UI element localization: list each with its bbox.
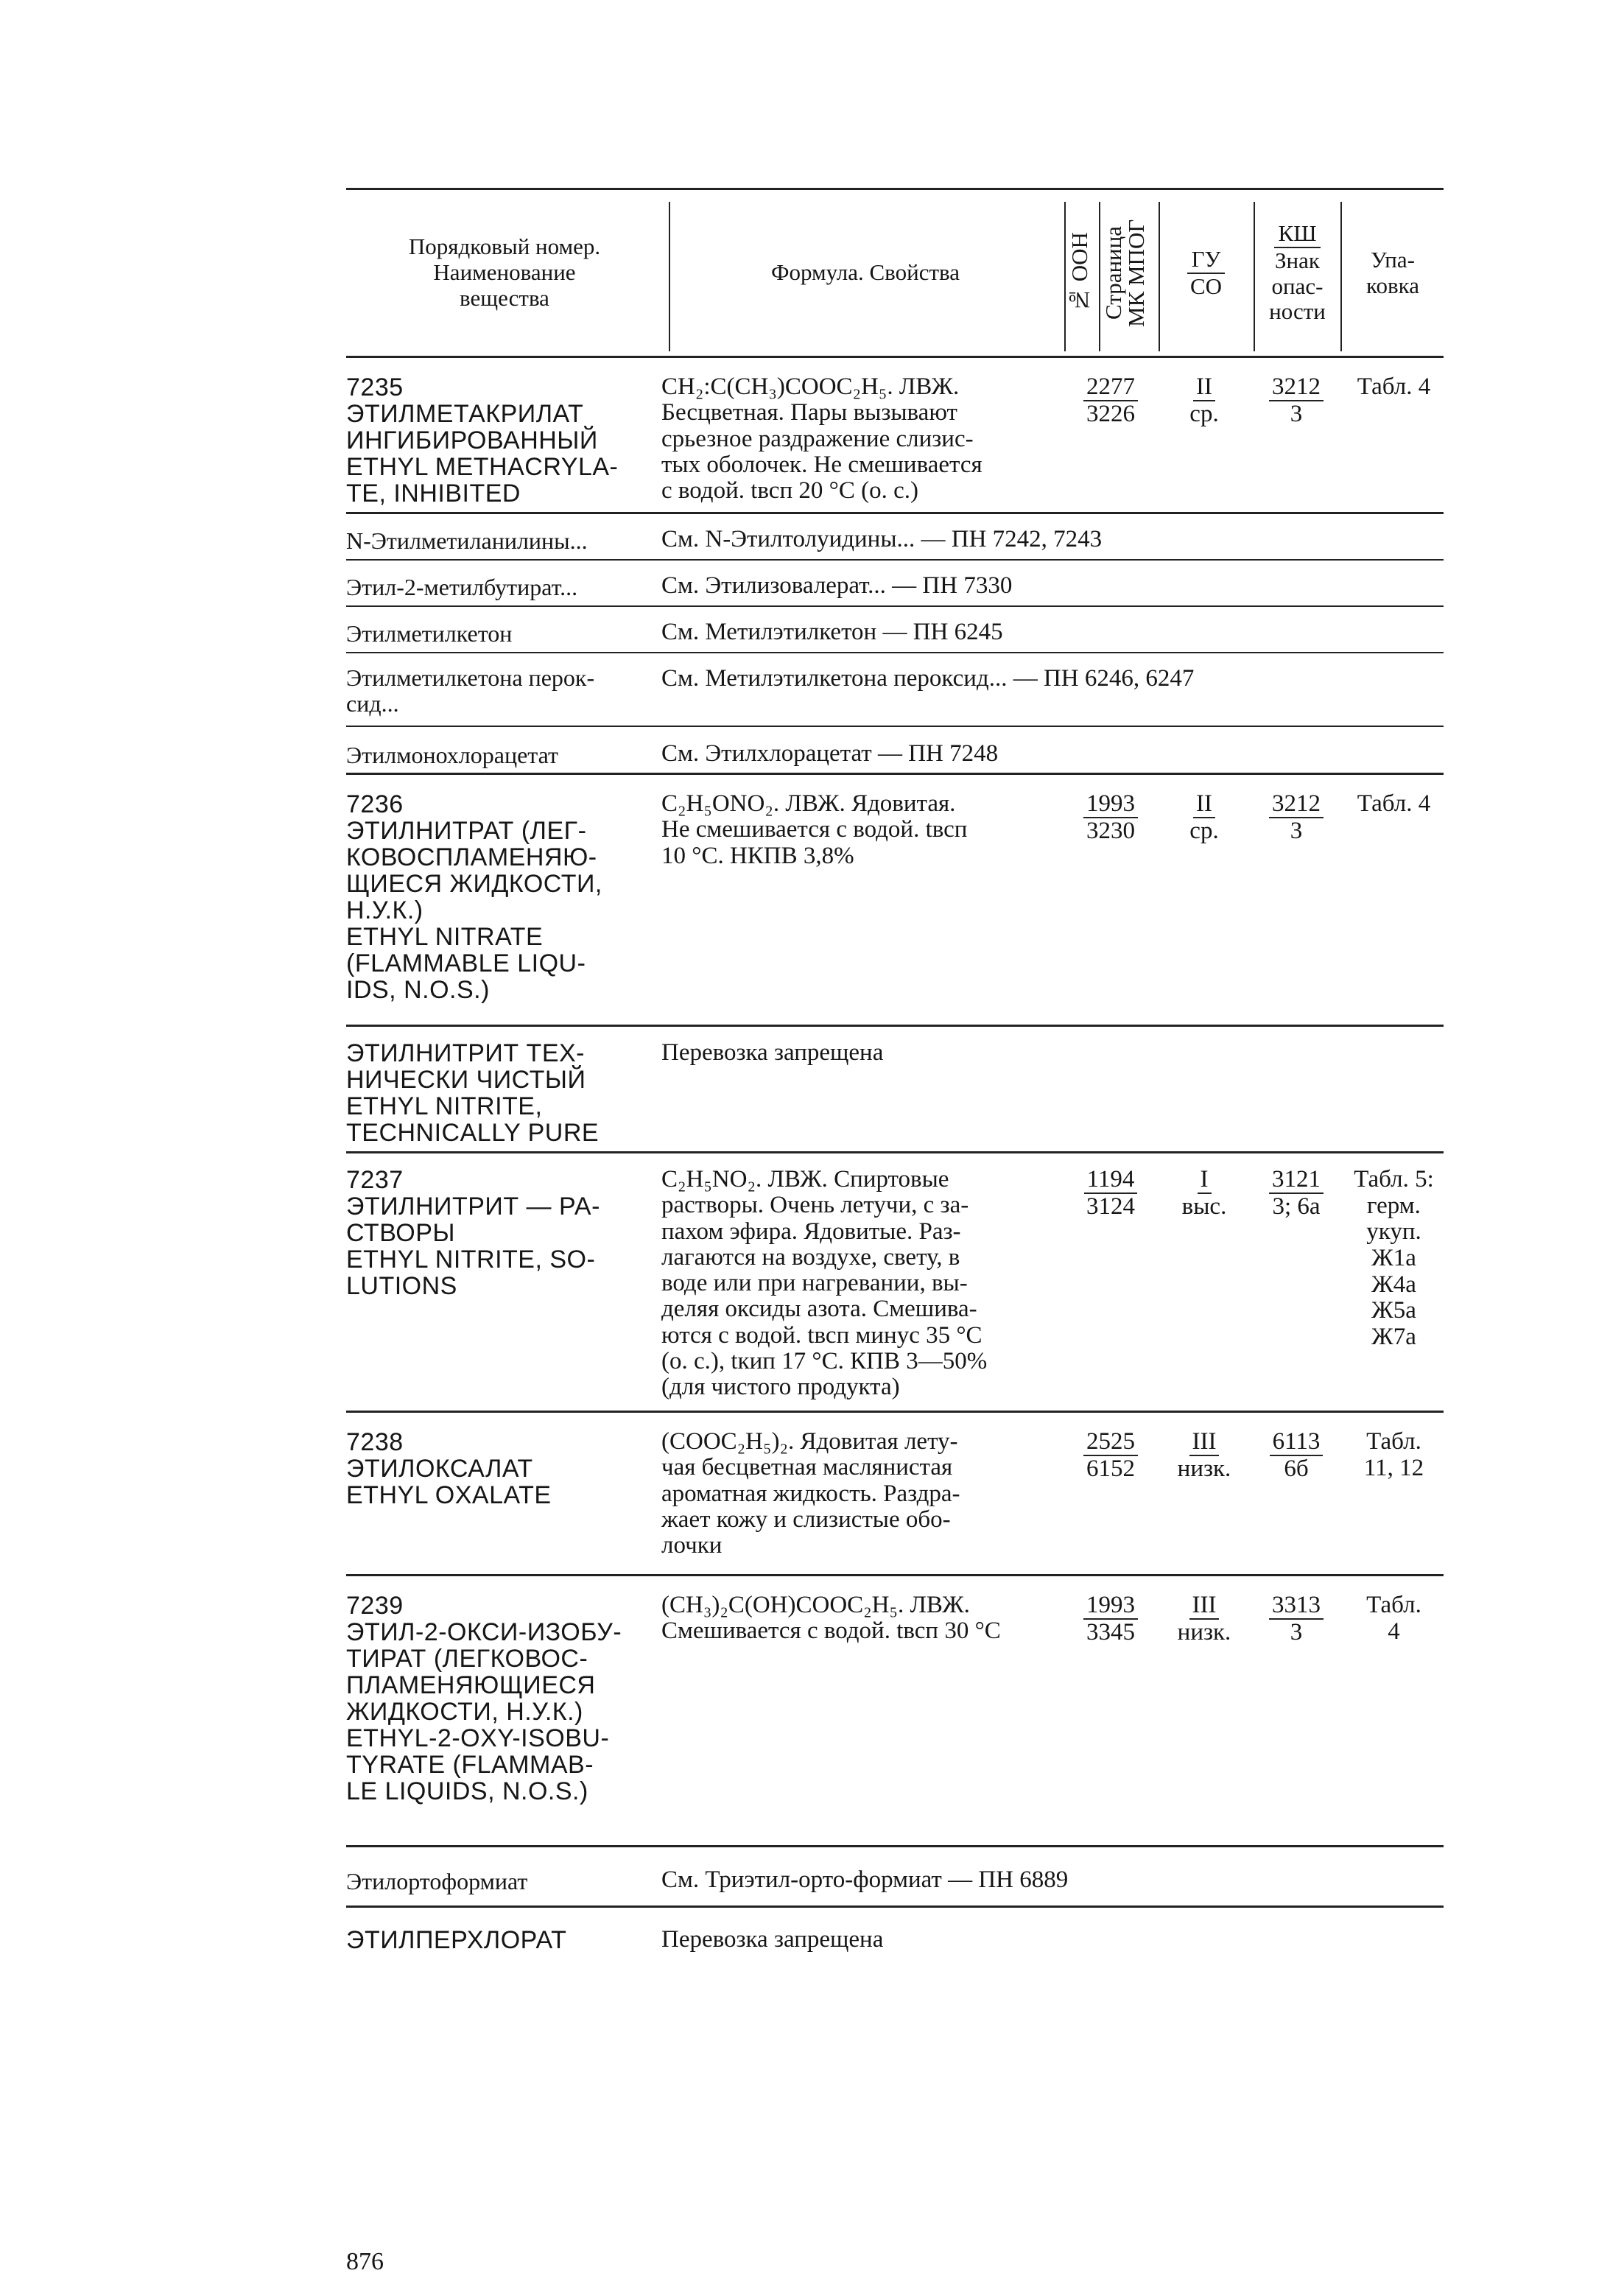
entry-name: 7238 ЭТИЛОКСАЛАТ ETHYL OXALATE xyxy=(346,1428,552,1510)
table-header xyxy=(346,188,1444,358)
ref-row xyxy=(346,653,1444,727)
ksh-sign-fraction: 3212 3 xyxy=(1259,791,1333,843)
ref-text: См. Триэтил-орто-формиат — ПН 6889 xyxy=(661,1866,1069,1893)
ksh-sign-fraction: 3313 3 xyxy=(1259,1592,1333,1645)
ref-text: См. Метилэтилкетона пероксид... — ПН 6246, 6247 xyxy=(661,665,1195,692)
ref-text: См. Этилизовалерат... — ПН 7330 xyxy=(661,572,1013,599)
entry-7236 xyxy=(346,775,1444,1027)
entry-name: ЭТИЛПЕРХЛОРАТ xyxy=(346,1926,567,1954)
ref-text: См. N-Этилтолуидины... — ПН 7242, 7243 xyxy=(661,526,1103,552)
entry-pack: Табл. 5: герм. укуп. Ж1а Ж4а Ж5а Ж7а xyxy=(1354,1166,1434,1350)
gu-co-fraction: I выс. xyxy=(1181,1166,1227,1220)
page-number: 876 xyxy=(346,2248,384,2275)
ref-label: Этил-2-метилбутират... xyxy=(346,574,578,600)
entry-7238 xyxy=(346,1413,1444,1576)
ref-label: Этилортоформиат xyxy=(346,1868,528,1894)
entry-props: (COOC₂H₅)₂. Ядовитая лету- чая бесцветная маслянистая ароматная жидкость. Раздра- жает кожу и слизистые обо- лочки xyxy=(661,1428,960,1559)
entry-props: C₂H₅ONO₂. ЛВЖ. Ядовитая. Не смешивается с водой. tвсп 10 °C. НКПВ 3,8% xyxy=(661,790,968,869)
ref-label: Этилметилкетон xyxy=(346,620,513,647)
entry-name: ЭТИЛНИТРИТ ТЕХ- НИЧЕСКИ ЧИСТЫЙ ETHYL NITRITE, TECHNICALLY PURE xyxy=(346,1039,600,1148)
gu-co-fraction: II ср. xyxy=(1189,373,1219,427)
un-page-fraction: 2525 6152 xyxy=(1066,1429,1155,1481)
entry-name: 7237 ЭТИЛНИТРИТ — РА- СТВОРЫ ETHYL NITRITE, SO- LUTIONS xyxy=(346,1166,600,1301)
ref-row xyxy=(346,607,1444,653)
gu-co-fraction: III низк. xyxy=(1177,1428,1231,1482)
entry-name: 7239 ЭТИЛ-2-ОКСИ-ИЗОБУ- ТИРАТ (ЛЕГКОВОС- ПЛАМЕНЯЮЩИЕСЯ ЖИДКОСТИ, Н.У.К.) ETHYL-2-OXY-ISOBU- TYRATE (FLAMMAB- LE LIQUIDS, N.O.S.) xyxy=(346,1592,622,1806)
un-page-fraction: 1993 3345 xyxy=(1066,1592,1155,1645)
entry-props: C₂H₅NO₂. ЛВЖ. Спиртовые растворы. Очень летучи, с за- пахом эфира. Ядовитые. Раз- лагаются на воздухе, свету, в воде или при нагревании, вы- деляя оксиды азота. Смешива- ются с водой. tвсп минус 35 °C (о. с.), tкип 17 °C. КПВ 3—50% (для чистого продукта) xyxy=(661,1166,988,1401)
un-page-fraction: 1993 3230 xyxy=(1066,791,1155,843)
ref-row xyxy=(346,727,1444,775)
document-page xyxy=(346,188,1444,2275)
entry-pack: Табл. 4 xyxy=(1366,1592,1421,1645)
un-page-fraction: 2277 3226 xyxy=(1066,374,1155,426)
entry-ethyl-nitrite-pure xyxy=(346,1027,1444,1153)
entry-7235 xyxy=(346,358,1444,514)
gu-co-fraction: III низк. xyxy=(1177,1592,1231,1645)
entry-pack: Табл. 11, 12 xyxy=(1363,1428,1424,1481)
gu-co-fraction: II ср. xyxy=(1189,790,1219,844)
ref-row xyxy=(346,561,1444,607)
header-formula: Формула. Свойства xyxy=(771,259,960,286)
header-ksh xyxy=(1255,190,1340,356)
ref-label: Этилмонохлорацетат xyxy=(346,742,559,768)
entry-name: 7236 ЭТИЛНИТРАТ (ЛЕГ- КОВОСПЛАМЕНЯЮ- ЩИЕСЯ ЖИДКОСТИ, Н.У.К.) ETHYL NITRATE (FLAMMABLE LIQU- IDS, N.O.S.) xyxy=(346,790,602,1005)
entry-7239 xyxy=(346,1576,1444,1847)
entry-props: Перевозка запрещена xyxy=(661,1926,884,1953)
entry-props: Перевозка запрещена xyxy=(661,1039,884,1066)
entry-props: (CH₃)₂C(OH)COOC₂H₅. ЛВЖ. Смешивается с водой. tвсп 30 °C xyxy=(661,1592,1001,1645)
entry-name: 7235 ЭТИЛМЕТАКРИЛАТ ИНГИБИРОВАННЫЙ ETHYL METHACRYLA- TE, INHIBITED xyxy=(346,373,619,508)
ksh-sign-fraction: 3212 3 xyxy=(1259,374,1333,426)
header-page: Страница МК МПОГ xyxy=(1100,219,1149,327)
un-page-fraction: 1194 3124 xyxy=(1066,1167,1155,1219)
header-pack: Упа- ковка xyxy=(1366,246,1419,298)
entry-ethyl-perchlorate xyxy=(346,1908,1444,1958)
ref-text: См. Метилэтилкетон — ПН 6245 xyxy=(661,619,1003,645)
header-co: СО xyxy=(1189,273,1223,299)
ref-label: Этилметилкетона перок- сид... xyxy=(346,664,595,717)
header-ksh-top: КШ xyxy=(1274,221,1321,248)
ksh-sign-fraction: 3121 3; 6а xyxy=(1259,1167,1333,1219)
ref-row xyxy=(346,514,1444,561)
header-gu: ГУ xyxy=(1187,247,1226,274)
ref-row xyxy=(346,1847,1444,1908)
header-name: Порядковый номер. Наименование вещества xyxy=(408,233,601,311)
ref-label: N-Этилметиланилины... xyxy=(346,527,588,554)
entry-pack: Табл. 4 xyxy=(1357,373,1431,400)
ksh-sign-fraction: 6113 6б xyxy=(1259,1429,1333,1481)
header-sign: Знак опас- ности xyxy=(1269,247,1326,325)
header-gu-co xyxy=(1160,190,1252,356)
entry-props: CH₂:C(CH₃)COOC₂H₅. ЛВЖ. Бесцветная. Пары вызывают срьезное раздражение слизис- тых оболочек. Не смешивается с водой. tвсп 20 °C (о. с.) xyxy=(661,373,983,505)
entry-7237 xyxy=(346,1153,1444,1413)
entry-pack: Табл. 4 xyxy=(1357,790,1431,817)
header-un-number: № ООН xyxy=(1066,232,1092,314)
ref-text: См. Этилхлорацетат — ПН 7248 xyxy=(661,740,999,767)
